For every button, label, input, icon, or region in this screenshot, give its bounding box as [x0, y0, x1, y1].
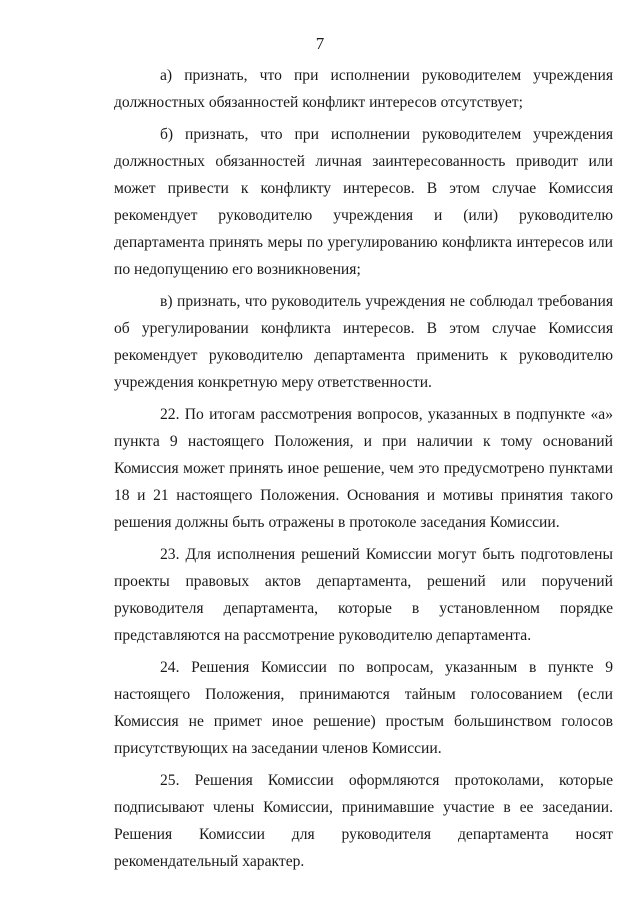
paragraph-item-v: в) признать, что руководитель учреждения не соблюдал требования об урегулировании конфликта интересов. В этом случае Комиссия рекомендует руководителю департамента применить к руководителю учреждения конкретную меру ответственности.	[114, 293, 613, 391]
paragraph-item-a: а) признать, что при исполнении руководителем учреждения должностных обязанностей конфликт интересов отсутствует;	[114, 67, 613, 111]
paragraph-22: 22. По итогам рассмотрения вопросов, указанных в подпункте «а» пункта 9 настоящего Положения, и при наличии к тому оснований Комиссия может принять иное решение, чем это предусмотрено пунктами 18 и 21 настоящего Положения. Основания и мотивы принятия такого решения должны быть отражены в протоколе заседания Комиссии.	[114, 406, 613, 531]
document-body	[114, 62, 613, 875]
paragraph-item-b: б) признать, что при исполнении руководителем учреждения должностных обязанностей личная заинтересованность приводит или может привести к конфликту интересов. В этом случае Комиссия рекомендует руководителю учреждения и (или) руководителю департамента принять меры по урегулированию конфликта интересов или по недопущению его возникновения;	[114, 126, 613, 278]
paragraph-24: 24. Решения Комиссии по вопросам, указанным в пункте 9 настоящего Положения, принимаются тайным голосованием (если Комиссия не примет иное решение) простым большинством голосов присутствующих на заседании членов Комиссии.	[114, 659, 613, 757]
paragraph-23: 23. Для исполнения решений Комиссии могут быть подготовлены проекты правовых актов департамента, решений или поручений руководителя департамента, которые в установленном порядке представляются на рассмотрение руководителю департамента.	[114, 546, 613, 644]
page-number: 7	[315, 34, 325, 53]
paragraph-25: 25. Решения Комиссии оформляются протоколами, которые подписывают члены Комиссии, принимавшие участие в ее заседании. Решения Комиссии для руководителя департамента носят рекомендательный характер.	[114, 772, 613, 870]
